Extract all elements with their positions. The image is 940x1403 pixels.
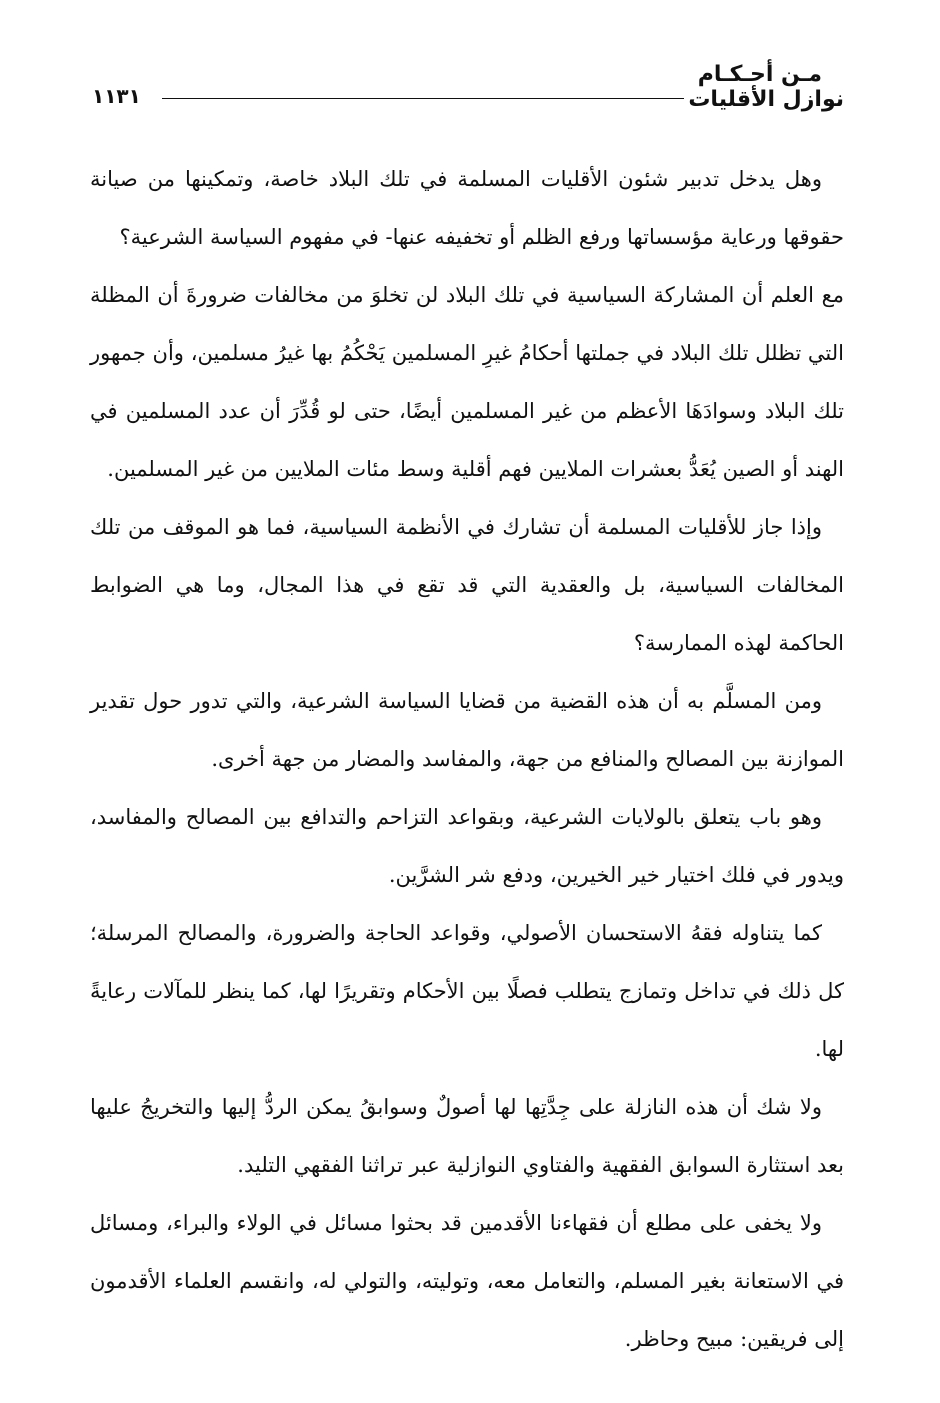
running-header xyxy=(92,62,844,132)
running-head-title xyxy=(688,62,844,113)
paragraph-2: مع العلم أن المشاركة السياسية في تلك البلاد لن تخلوَ من مخالفات ضرورةَ أن المظلة التي تظلل تلك البلاد في جملتها أحكامُ غيرِ المسلمين يَحْكُمُ بها غيرُ مسلمين، وأن جمهور تلك البلاد وسوادَهَا الأعظم من غير المسلمين أيضًا، حتى لو قُدِّرَ أن عدد المسلمين في الهند أو الصين يُعَدُّ بعشرات الملايين فهم أقلية وسط مئات الملايين من غير المسلمين. xyxy=(90,283,844,481)
paragraph-5: وهو باب يتعلق بالولايات الشرعية، وبقواعد التزاحم والتدافع بين المصالح والمفاسد، ويدور في فلك اختيار خير الخيرين، ودفع شر الشرَّين. xyxy=(90,805,844,887)
paragraph-6: كما يتناوله فقهُ الاستحسان الأصولي، وقواعد الحاجة والضرورة، والمصالح المرسلة؛ كل ذلك في تداخل وتمازج يتطلب فصلًا بين الأحكام وتقريرًا لها، كما ينظر للمآلات رعايةً لها. xyxy=(90,921,844,1061)
page-number: ١١٣١ xyxy=(92,84,141,108)
header-rule xyxy=(162,98,684,99)
paragraph-7: ولا شك أن هذه النازلة على جِدَّتِها لها أصولٌ وسوابقُ يمكن الردُّ إليها والتخريجُ عليها بعد استثارة السوابق الفقهية والفتاوي النوازلية عبر تراثنا الفقهي التليد. xyxy=(90,1095,844,1177)
paragraph-4: ومن المسلَّم به أن هذه القضية من قضايا السياسة الشرعية، والتي تدور حول تقدير الموازنة بين المصالح والمنافع من جهة، والمفاسد والمضار من جهة أخرى. xyxy=(90,689,844,771)
running-head-line-1: مـن أحـكـام xyxy=(697,62,822,87)
running-head-line-2: نوازل الأقليات xyxy=(688,87,844,113)
paragraph-1: وهل يدخل تدبير شئون الأقليات المسلمة في تلك البلاد خاصة، وتمكينها من صيانة حقوقها ورعاية مؤسساتها ورفع الظلم أو تخفيفه عنها- في مفهوم السياسة الشرعية؟ xyxy=(90,167,844,249)
body-text xyxy=(90,150,844,1368)
paragraph-8: ولا يخفى على مطلع أن فقهاءنا الأقدمين قد بحثوا مسائل في الولاء والبراء، ومسائل في الاستعانة بغير المسلم، والتعامل معه، وتوليته، والتولي له، وانقسم العلماء الأقدمون إلى فريقين: مبيح وحاظر. xyxy=(90,1211,844,1351)
paragraph-3: وإذا جاز للأقليات المسلمة أن تشارك في الأنظمة السياسية، فما هو الموقف من تلك المخالفات السياسية، بل والعقدية التي قد تقع في هذا المجال، وما هي الضوابط الحاكمة لهذه الممارسة؟ xyxy=(90,515,844,655)
